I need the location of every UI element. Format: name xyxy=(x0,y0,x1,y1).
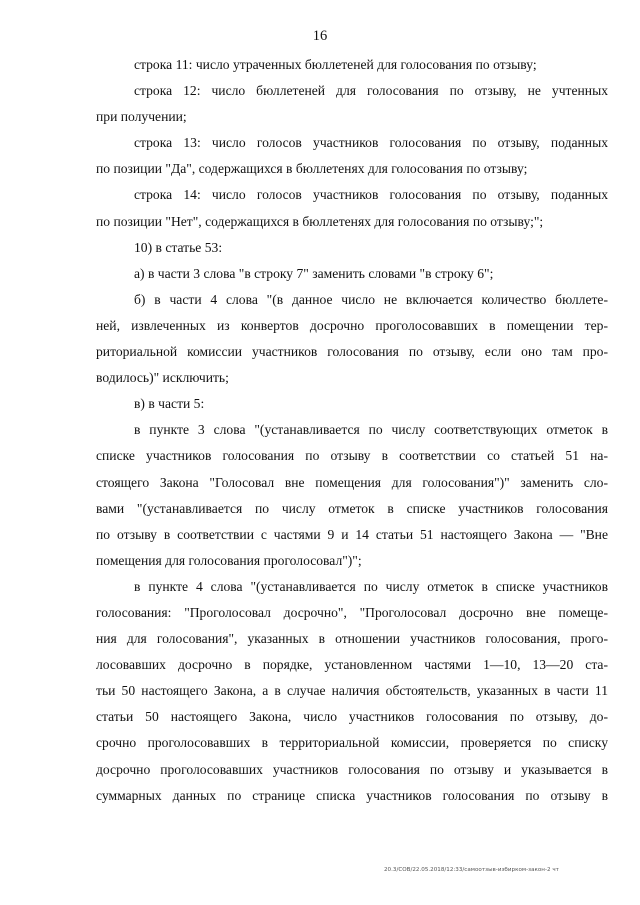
text-line: при получении; xyxy=(96,109,187,125)
text-line: в пункте 4 слова "(устанавливается по числу отметок в списке участников xyxy=(134,578,608,594)
text-line: голосования: "Проголосовал досрочно", "Проголосовал досрочно вне помеще- xyxy=(96,604,608,620)
page-number: 16 xyxy=(312,28,328,44)
paragraph xyxy=(96,391,608,417)
paragraph xyxy=(96,52,608,78)
text-line: ния для голосования", указанных в отношении участников голосования, прого- xyxy=(96,631,608,647)
paragraph xyxy=(96,235,608,261)
text-line: строка 12: число бюллетеней для голосования по отзыву, не учтенных xyxy=(134,83,608,99)
text-line: списке участников голосования по отзыву в соответствии со статьей 51 на- xyxy=(96,448,608,464)
paragraph xyxy=(96,417,608,574)
document-body xyxy=(96,52,608,809)
text-line: помещения для голосования проголосовал")"; xyxy=(96,552,362,568)
text-line: лосовавших досрочно в порядке, установленном частями 1—10, 13—20 ста- xyxy=(96,657,608,673)
footer-mark: 20.3/СОВ/22.05.2018/12:33/самоотзыв-избирком-закон-2 чт xyxy=(384,867,559,873)
text-line: строка 11: число утраченных бюллетеней для голосования по отзыву; xyxy=(134,57,537,72)
text-line: водилось)" исключить; xyxy=(96,370,229,386)
text-line: срочно проголосовавших в территориальной комиссии, проверяется по списку xyxy=(96,735,608,751)
text-line: строка 14: число голосов участников голосования по отзыву, поданных xyxy=(134,187,608,203)
text-line: строка 13: число голосов участников голосования по отзыву, поданных xyxy=(134,135,608,151)
text-line: по позиции "Нет", содержащихся в бюллетенях для голосования по отзыву;"; xyxy=(96,213,544,229)
text-line: статьи 50 настоящего Закона, число участников голосования по отзыву, до- xyxy=(96,709,608,725)
text-line: б) в части 4 слова "(в данное число не включается количество бюллете- xyxy=(134,291,608,307)
paragraph xyxy=(96,287,608,391)
text-line: риториальной комиссии участников голосования по отзыву, если оно там про- xyxy=(96,344,608,360)
text-line: 10) в статье 53: xyxy=(134,239,223,255)
text-line: в) в части 5: xyxy=(134,396,205,412)
paragraph xyxy=(96,574,608,809)
paragraph xyxy=(96,261,608,287)
text-line: по отзыву в соответствии с частями 9 и 14 статьи 51 настоящего Закона — "Вне xyxy=(96,526,608,542)
text-line: тьи 50 настоящего Закона, а в случае наличия обстоятельств, указанных в части 11 xyxy=(96,683,608,699)
text-line: по позиции "Да", содержащихся в бюллетенях для голосования по отзыву; xyxy=(96,161,528,177)
text-line: вами "(устанавливается по числу отметок в списке участников голосования xyxy=(96,500,608,516)
text-line: ней, извлеченных из конвертов досрочно проголосовавших в помещении тер- xyxy=(96,317,608,333)
paragraph xyxy=(96,130,608,182)
paragraph xyxy=(96,78,608,130)
text-line: в пункте 3 слова "(устанавливается по числу соответствующих отметок в xyxy=(134,422,608,438)
text-line: суммарных данных по странице списка участников голосования по отзыву в xyxy=(96,787,608,803)
text-line: а) в части 3 слова "в строку 7" заменить словами "в строку 6"; xyxy=(134,265,494,281)
text-line: стоящего Закона "Голосовал вне помещения для голосования")" заменить сло- xyxy=(96,474,608,490)
text-line: досрочно проголосовавших участников голосования по отзыву и указывается в xyxy=(96,761,608,777)
paragraph xyxy=(96,182,608,234)
